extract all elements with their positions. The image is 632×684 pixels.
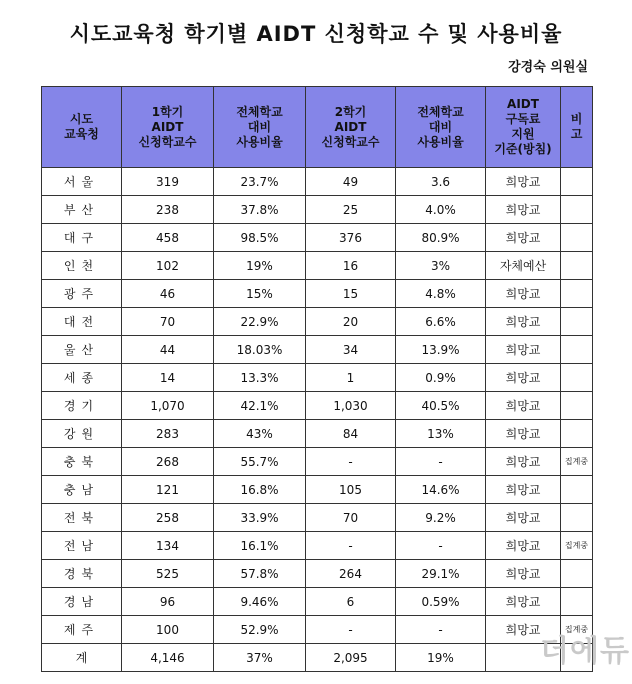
region-cell: 서울 <box>42 168 122 196</box>
note-cell <box>561 504 593 532</box>
sem1-count-cell: 4,146 <box>122 644 214 672</box>
sem2-count-cell: 2,095 <box>306 644 396 672</box>
watermark: 더에듀 <box>540 634 630 669</box>
region-cell: 계 <box>42 644 122 672</box>
sem2-count-cell: 6 <box>306 588 396 616</box>
author-label: 강경숙 의원실 <box>508 60 588 75</box>
support-cell: 희망교 <box>486 364 561 392</box>
support-cell: 희망교 <box>486 168 561 196</box>
sem2-count-cell: 1 <box>306 364 396 392</box>
header-line: 전체학교 <box>417 104 464 119</box>
support-cell: 희망교 <box>486 448 561 476</box>
sem2-count-cell: 264 <box>306 560 396 588</box>
header-line: AIDT <box>334 119 367 134</box>
sem1-rate-cell: 98.5% <box>214 224 306 252</box>
sem1-rate-cell: 16.1% <box>214 532 306 560</box>
header-line: 구독료 <box>505 112 541 126</box>
header-line: 시도 <box>69 112 94 126</box>
support-cell: 희망교 <box>486 280 561 308</box>
sem2-rate-cell: - <box>396 616 486 644</box>
header-line: 신청학교수 <box>321 134 380 149</box>
header-line: AIDT <box>507 97 539 111</box>
sem1-rate-cell: 33.9% <box>214 504 306 532</box>
sem1-count-cell: 121 <box>122 476 214 504</box>
sem2-rate-cell: 13% <box>396 420 486 448</box>
sem2-rate-cell: 3% <box>396 252 486 280</box>
sem1-rate-cell: 42.1% <box>214 392 306 420</box>
header-line: 전체학교 <box>236 104 283 119</box>
note-cell <box>561 308 593 336</box>
table-row <box>42 364 593 392</box>
total-row <box>42 644 593 672</box>
note-cell <box>561 252 593 280</box>
table-row <box>42 196 593 224</box>
region-cell: 제주 <box>42 616 122 644</box>
sem1-rate-cell: 13.3% <box>214 364 306 392</box>
sem2-rate-cell: 19% <box>396 644 486 672</box>
region-cell: 충북 <box>42 448 122 476</box>
note-cell <box>561 392 593 420</box>
note-cell <box>561 280 593 308</box>
support-cell: 희망교 <box>486 504 561 532</box>
sem2-count-cell: - <box>306 616 396 644</box>
header-line: 비 <box>570 112 583 126</box>
support-cell: 희망교 <box>486 196 561 224</box>
support-cell: 희망교 <box>486 420 561 448</box>
note-cell <box>561 420 593 448</box>
header-support <box>486 87 561 168</box>
sem2-count-cell: 1,030 <box>306 392 396 420</box>
sem2-count-cell: 15 <box>306 280 396 308</box>
sem1-rate-cell: 37% <box>214 644 306 672</box>
header-line: 신청학교수 <box>138 134 197 149</box>
sem1-count-cell: 525 <box>122 560 214 588</box>
header-sem2-rate <box>396 87 486 168</box>
sem1-count-cell: 96 <box>122 588 214 616</box>
sem1-rate-cell: 52.9% <box>214 616 306 644</box>
header-region <box>42 87 122 168</box>
support-cell: 희망교 <box>486 392 561 420</box>
note-cell <box>561 560 593 588</box>
sem2-count-cell: - <box>306 532 396 560</box>
note-cell <box>561 336 593 364</box>
sem1-count-cell: 1,070 <box>122 392 214 420</box>
table-row <box>42 420 593 448</box>
sem2-count-cell: 16 <box>306 252 396 280</box>
sem2-count-cell: 105 <box>306 476 396 504</box>
table-row <box>42 168 593 196</box>
support-cell: 희망교 <box>486 588 561 616</box>
table-row <box>42 252 593 280</box>
sem1-count-cell: 46 <box>122 280 214 308</box>
sem2-rate-cell: 4.8% <box>396 280 486 308</box>
page-title: 시도교육청 학기별 AIDT 신청학교 수 및 사용비율 <box>69 22 563 46</box>
region-cell: 경남 <box>42 588 122 616</box>
table-row <box>42 448 593 476</box>
region-cell: 대구 <box>42 224 122 252</box>
sem2-count-cell: 49 <box>306 168 396 196</box>
support-cell: 희망교 <box>486 336 561 364</box>
note-cell <box>561 196 593 224</box>
support-cell: 희망교 <box>486 476 561 504</box>
support-cell: 희망교 <box>486 308 561 336</box>
sem2-rate-cell: 80.9% <box>396 224 486 252</box>
header-line: 지원 <box>511 127 535 141</box>
sem1-count-cell: 14 <box>122 364 214 392</box>
header-line: 대비 <box>247 119 272 134</box>
support-cell: 희망교 <box>486 616 561 644</box>
sem1-count-cell: 238 <box>122 196 214 224</box>
table-row <box>42 560 593 588</box>
region-cell: 경기 <box>42 392 122 420</box>
note-cell <box>561 224 593 252</box>
note-cell: 집계중 <box>561 616 593 644</box>
note-cell <box>561 168 593 196</box>
sem1-rate-cell: 57.8% <box>214 560 306 588</box>
sem2-rate-cell: 0.9% <box>396 364 486 392</box>
table-row <box>42 392 593 420</box>
note-cell <box>561 588 593 616</box>
region-cell: 울산 <box>42 336 122 364</box>
sem2-count-cell: 34 <box>306 336 396 364</box>
sem1-rate-cell: 37.8% <box>214 196 306 224</box>
note-cell: 집계중 <box>561 448 593 476</box>
header-line: 기준(방침) <box>494 142 552 156</box>
sem2-count-cell: 20 <box>306 308 396 336</box>
support-cell: 희망교 <box>486 532 561 560</box>
sem1-count-cell: 100 <box>122 616 214 644</box>
header-line: 2학기 <box>334 104 367 119</box>
sem1-count-cell: 44 <box>122 336 214 364</box>
sem2-count-cell: - <box>306 448 396 476</box>
sem1-rate-cell: 16.8% <box>214 476 306 504</box>
support-cell: 희망교 <box>486 224 561 252</box>
header-line: 교육청 <box>64 127 99 141</box>
region-cell: 강원 <box>42 420 122 448</box>
region-cell: 경북 <box>42 560 122 588</box>
sem1-count-cell: 70 <box>122 308 214 336</box>
sem1-rate-cell: 23.7% <box>214 168 306 196</box>
table-row <box>42 308 593 336</box>
support-cell: 자체예산 <box>486 252 561 280</box>
note-cell <box>561 476 593 504</box>
header-line: 대비 <box>428 119 453 134</box>
region-cell: 대전 <box>42 308 122 336</box>
sem1-count-cell: 258 <box>122 504 214 532</box>
region-cell: 부산 <box>42 196 122 224</box>
region-cell: 세종 <box>42 364 122 392</box>
sem2-rate-cell: 9.2% <box>396 504 486 532</box>
table-row <box>42 280 593 308</box>
header-line: 사용비율 <box>236 134 283 149</box>
table-row <box>42 532 593 560</box>
note-cell: 집계중 <box>561 532 593 560</box>
header-sem2-count <box>306 87 396 168</box>
sem1-rate-cell: 43% <box>214 420 306 448</box>
sem2-rate-cell: 0.59% <box>396 588 486 616</box>
sem1-count-cell: 283 <box>122 420 214 448</box>
table-row <box>42 504 593 532</box>
region-cell: 충남 <box>42 476 122 504</box>
table-row <box>42 616 593 644</box>
sem1-rate-cell: 55.7% <box>214 448 306 476</box>
sem2-count-cell: 25 <box>306 196 396 224</box>
sem1-count-cell: 458 <box>122 224 214 252</box>
sem2-rate-cell: 3.6 <box>396 168 486 196</box>
header-sem1-count <box>122 87 214 168</box>
note-cell <box>561 364 593 392</box>
sem2-count-cell: 84 <box>306 420 396 448</box>
header-line: 사용비율 <box>417 134 464 149</box>
sem1-rate-cell: 9.46% <box>214 588 306 616</box>
region-cell: 광주 <box>42 280 122 308</box>
table-row <box>42 224 593 252</box>
support-cell: 희망교 <box>486 560 561 588</box>
sem2-count-cell: 376 <box>306 224 396 252</box>
sem1-rate-cell: 18.03% <box>214 336 306 364</box>
header-line: 고 <box>570 127 583 141</box>
header-sem1-rate <box>214 87 306 168</box>
sem2-rate-cell: 29.1% <box>396 560 486 588</box>
header-line: AIDT <box>151 119 184 134</box>
sem2-rate-cell: 6.6% <box>396 308 486 336</box>
sem2-rate-cell: - <box>396 532 486 560</box>
sem1-rate-cell: 15% <box>214 280 306 308</box>
sem1-count-cell: 319 <box>122 168 214 196</box>
sem1-rate-cell: 19% <box>214 252 306 280</box>
region-cell: 전북 <box>42 504 122 532</box>
table-body <box>42 168 593 672</box>
sem2-rate-cell: 14.6% <box>396 476 486 504</box>
region-cell: 인천 <box>42 252 122 280</box>
header-row <box>42 87 593 168</box>
table-row <box>42 476 593 504</box>
region-cell: 전남 <box>42 532 122 560</box>
sem2-count-cell: 70 <box>306 504 396 532</box>
header-note <box>561 87 593 168</box>
sem2-rate-cell: 13.9% <box>396 336 486 364</box>
table-row <box>42 336 593 364</box>
aidt-table <box>41 86 593 672</box>
sem2-rate-cell: - <box>396 448 486 476</box>
header-line: 1학기 <box>151 104 184 119</box>
sem1-count-cell: 102 <box>122 252 214 280</box>
sem1-rate-cell: 22.9% <box>214 308 306 336</box>
sem1-count-cell: 268 <box>122 448 214 476</box>
sem2-rate-cell: 40.5% <box>396 392 486 420</box>
sem2-rate-cell: 4.0% <box>396 196 486 224</box>
sem1-count-cell: 134 <box>122 532 214 560</box>
table-row <box>42 588 593 616</box>
